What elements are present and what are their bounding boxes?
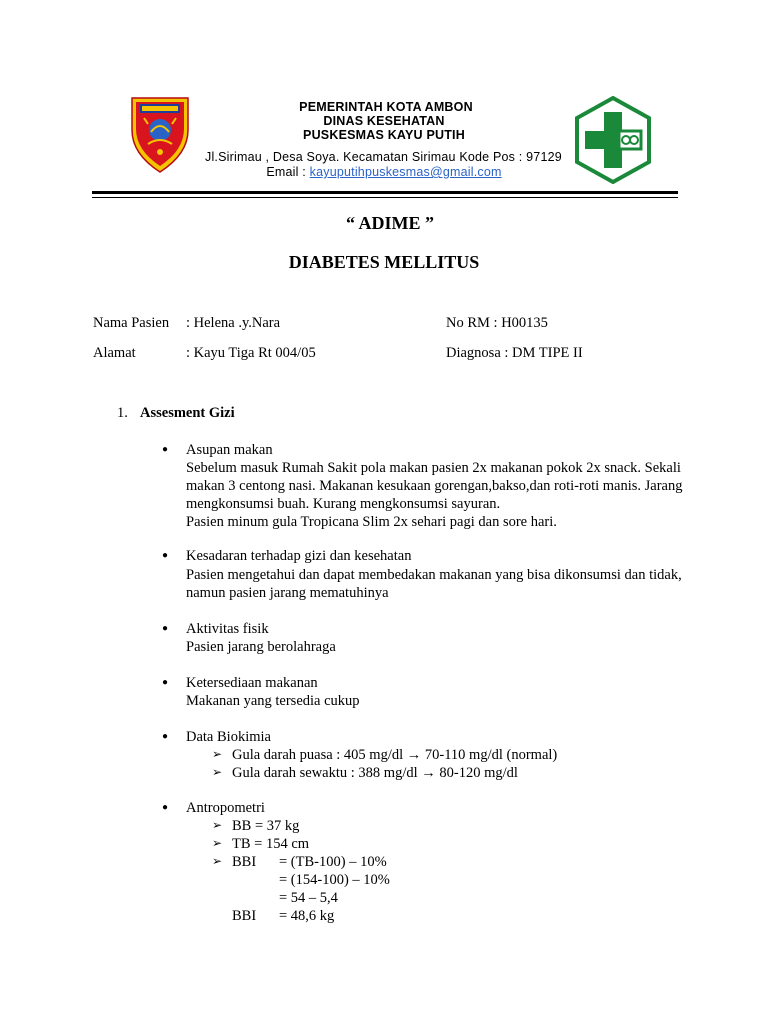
section-heading: Assesment Gizi — [140, 405, 235, 421]
bbi-result-label: BBI — [232, 908, 257, 924]
aktivitas-title: Aktivitas fisik — [186, 621, 269, 637]
antropometri-bb: BB = 37 kg — [232, 818, 300, 834]
email-link[interactable]: kayuputihpuskesmas@gmail.com — [309, 165, 502, 179]
arrow-bullet-icon: ➢ — [212, 836, 223, 850]
asupan-line: makan 3 centong nasi. Makanan kesukaan gorengan,bakso,dan roti-roti manis. Jarang — [186, 478, 683, 494]
patient-address-label: Alamat — [93, 345, 136, 361]
arrow-bullet-icon: ➢ — [212, 747, 223, 761]
bbi-label: BBI — [232, 854, 257, 870]
header-department-line: DINAS KESEHATAN — [323, 114, 445, 128]
section-number: 1. — [117, 405, 128, 421]
bullet-icon: ● — [162, 444, 169, 455]
arrow-bullet-icon: ➢ — [212, 854, 223, 868]
document-subtitle: DIABETES MELLITUS — [288, 252, 480, 272]
asupan-line: mengkonsumsi buah. Kurang mengkonsumsi sayuran. — [186, 496, 501, 512]
kesadaran-line: namun pasien jarang mematuhinya — [186, 585, 389, 601]
kesadaran-title: Kesadaran terhadap gizi dan kesehatan — [186, 548, 412, 564]
bbi-step: = (154-100) – 10% — [279, 872, 390, 888]
bullet-icon: ● — [162, 802, 169, 813]
bullet-icon: ● — [162, 623, 169, 634]
email-label: Email : — [266, 165, 310, 179]
bullet-icon: ● — [162, 550, 169, 561]
asupan-line: Pasien minum gula Tropicana Slim 2x sehari pagi dan sore hari. — [186, 514, 557, 530]
puskesmas-cross-logo — [574, 96, 652, 184]
medical-record-number: No RM : H00135 — [446, 315, 548, 331]
ketersediaan-text: Makanan yang tersedia cukup — [186, 693, 360, 709]
diagnosis: Diagnosa : DM TIPE II — [446, 345, 583, 361]
kesadaran-line: Pasien mengetahui dan dapat membedakan makanan yang bisa dikonsumsi dan tidak, — [186, 567, 682, 583]
bullet-icon: ● — [162, 677, 169, 688]
header-government-line: PEMERINTAH KOTA AMBON — [299, 100, 473, 114]
asupan-line: Sebelum masuk Rumah Sakit pola makan pasien 2x makanan pokok 2x snack. Sekali — [186, 460, 681, 476]
antropometri-tb: TB = 154 cm — [232, 836, 310, 852]
bbi-step: = 54 – 5,4 — [279, 890, 338, 906]
biokimia-title: Data Biokimia — [186, 729, 271, 745]
biokimia-item: Gula darah puasa : 405 mg/dl → 70-110 mg/dl (normal) — [232, 747, 558, 763]
bullet-icon: ● — [162, 731, 169, 742]
header-email-row — [0, 165, 768, 179]
biokimia-item: Gula darah sewaktu : 388 mg/dl → 80-120 mg/dl — [232, 765, 518, 781]
bbi-step: = (TB-100) – 10% — [279, 854, 387, 870]
aktivitas-text: Pasien jarang berolahraga — [186, 639, 336, 655]
patient-name-value: : Helena .y.Nara — [186, 315, 281, 331]
header-divider-thin — [92, 197, 678, 198]
asupan-title: Asupan makan — [186, 442, 273, 458]
header-divider-thick — [92, 191, 678, 194]
patient-address-value: : Kayu Tiga Rt 004/05 — [186, 345, 316, 361]
bbi-result-value: = 48,6 kg — [279, 908, 335, 924]
antropometri-title: Antropometri — [186, 800, 265, 816]
arrow-bullet-icon: ➢ — [212, 765, 223, 779]
patient-name-label: Nama Pasien — [93, 315, 170, 331]
header-puskesmas-line: PUSKESMAS KAYU PUTIH — [303, 128, 465, 142]
ketersediaan-title: Ketersediaan makanan — [186, 675, 318, 691]
document-title: “ ADIME ” — [345, 213, 434, 233]
header-address: Jl.Sirimau , Desa Soya. Kecamatan Sirimau Kode Pos : 97129 — [205, 150, 562, 164]
arrow-bullet-icon: ➢ — [212, 818, 223, 832]
